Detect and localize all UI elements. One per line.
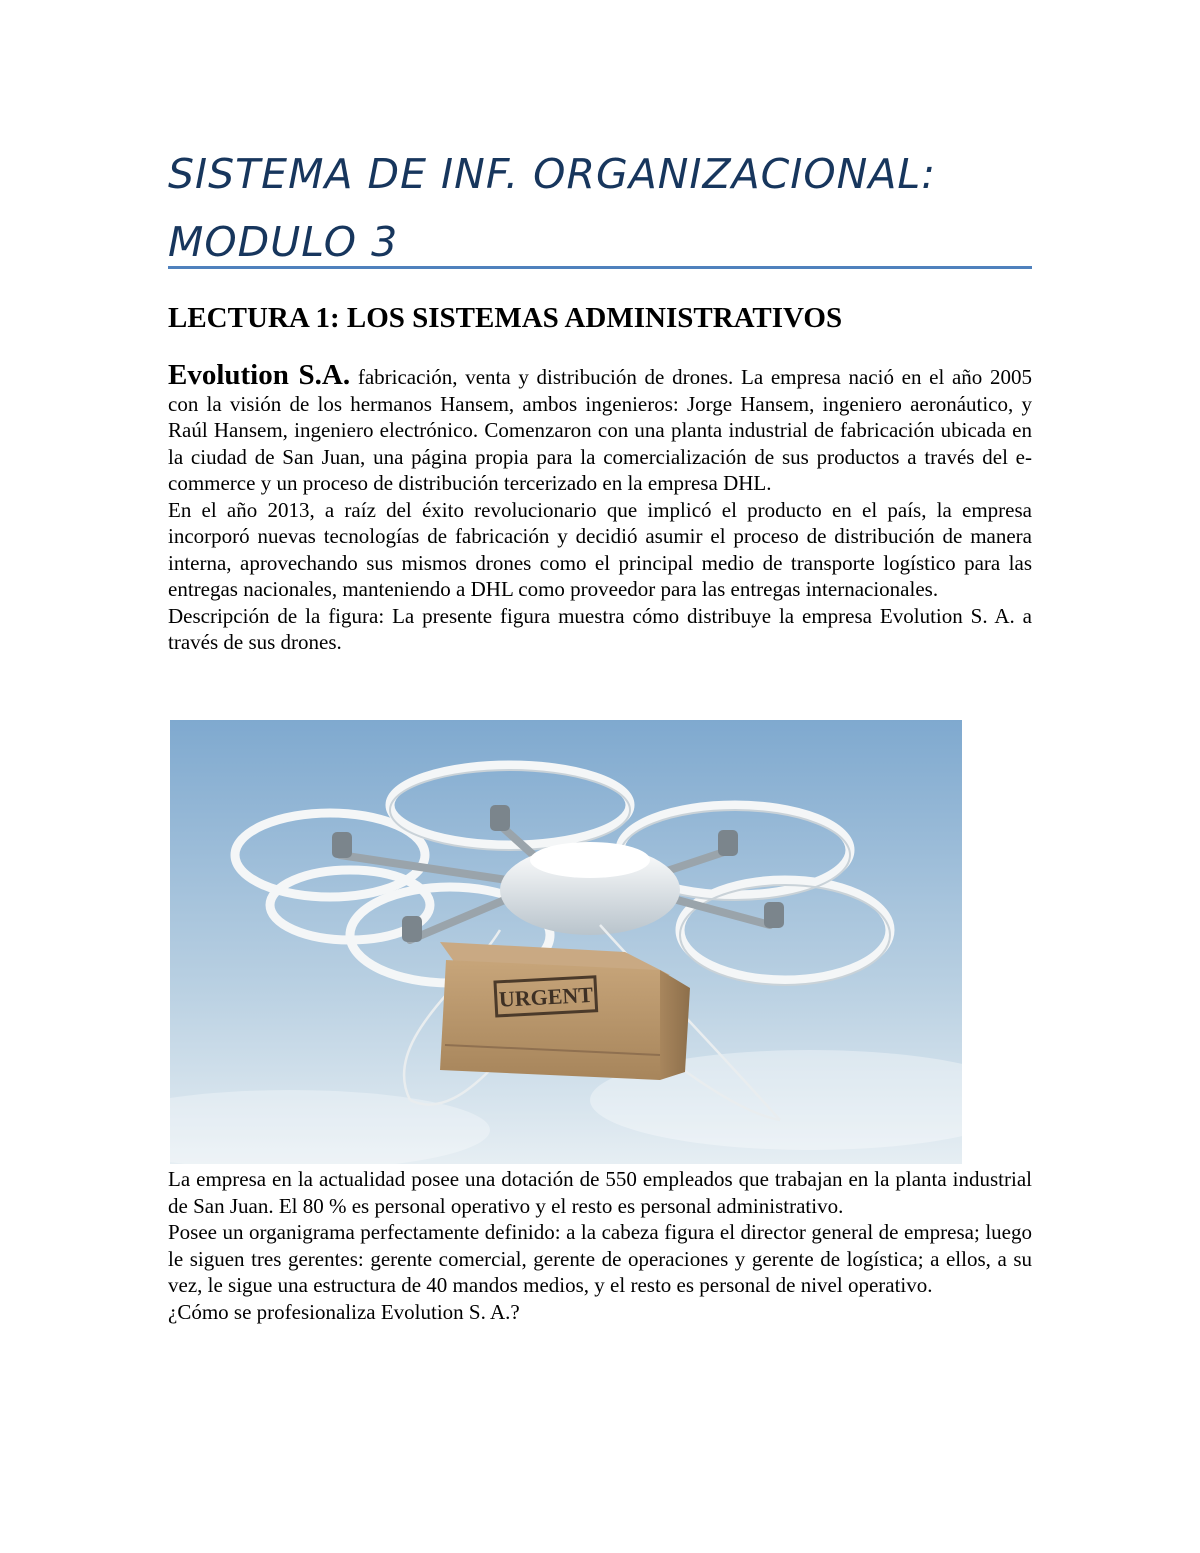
closing-paragraph-1: La empresa en la actualidad posee una dotación de 550 empleados que trabajan en la planta industrial de San Juan. El 80 % es personal operativo y el resto es personal administrativo. [168, 1167, 1032, 1218]
intro-paragraph-1 [168, 359, 1032, 497]
closing-paragraph-2: Posee un organigrama perfectamente definido: a la cabeza figura el director general de empresa; luego le siguen tres gerentes: gerente comercial, gerente de operaciones y gerente de logística; a ellos, a su vez, le sigue una estructura de 40 mandos medios, y el resto es personal de nivel operativo. [168, 1220, 1032, 1297]
drone-illustration [170, 720, 962, 1164]
section-heading: LECTURA 1: LOS SISTEMAS ADMINISTRATIVOS [168, 302, 843, 334]
drone-delivery-image [170, 720, 962, 1164]
company-name: Evolution S.A. [168, 359, 351, 391]
title-line-2: MODULO 3 [168, 218, 399, 266]
figure-description: Descripción de la figura: La presente figura muestra cómo distribuye la empresa Evolution S. A. a través de sus drones. [168, 603, 1032, 654]
intro-text [168, 359, 1032, 656]
box-label: URGENT [498, 981, 594, 1012]
document-title [168, 140, 1032, 276]
drone-body-top [530, 842, 650, 878]
closing-text [168, 1166, 1032, 1325]
intro-paragraph-2: En el año 2013, a raíz del éxito revolucionario que implicó el producto en el país, la empresa incorporó nuevas tecnologías de fabricación y decidió asumir el proceso de distribución de manera interna, aprovechando sus mismos drones como el principal medio de transporte logístico para las entregas nacionales, manteniendo a DHL como proveedor para las entregas internacionales. [168, 497, 1032, 601]
closing-question: ¿Cómo se profesionaliza Evolution S. A.? [168, 1299, 520, 1324]
title-line-1: SISTEMA DE INF. ORGANIZACIONAL: [168, 150, 937, 198]
title-divider [168, 266, 1032, 269]
intro-paragraph-1-text: fabricación, venta y distribución de drones. La empresa nació en el año 2005 con la visión de los hermanos Hansem, ambos ingenieros: Jorge Hansem, ingeniero aeronáutico, y Raúl Hansem, ingeniero electrónico. Comenzaron con una planta industrial de fabricación ubicada en la ciudad de San Juan, una página propia para la comercialización de sus productos a través del e-commerce y un proceso de distribución tercerizado en la empresa DHL. [168, 365, 1032, 495]
